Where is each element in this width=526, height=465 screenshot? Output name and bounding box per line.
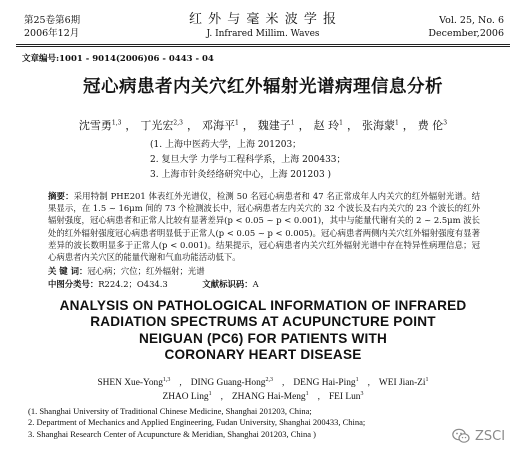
author-en-4	[379, 378, 429, 388]
affiliation-cn-2: 2. 复旦大学 力学与工程科学系，上海 200433；	[150, 155, 346, 165]
title-en-line-2: RADIATION SPECTRUMS AT ACUPUNCTURE POINT	[90, 314, 436, 330]
header-volume: 第25卷第6期	[24, 15, 81, 26]
author-affiliation-mark: 1	[394, 119, 399, 127]
abstract-label: 摘要：	[48, 191, 74, 201]
doc-code-label: 文献标识码：	[202, 279, 253, 289]
title-en-line-4: CORONARY HEART DISEASE	[164, 347, 362, 363]
affiliation-en-3: 3. Shanghai Research Center of Acupuncture & Meridian, Shanghai 201203, China )	[28, 428, 316, 439]
author-en-b-3	[329, 392, 364, 402]
affiliations-cn	[150, 138, 346, 183]
author-cn-3	[202, 119, 239, 132]
author-line-en-1	[0, 376, 526, 390]
header-date: 2006年12月	[24, 28, 80, 39]
author-affiliation-mark: 2,3	[265, 376, 273, 383]
title-cn: 冠心病患者内关穴红外辐射光谱病理信息分析	[83, 77, 443, 97]
author-name: WEI Jian-Zi	[378, 378, 426, 388]
author-affiliation-mark: 1	[305, 390, 309, 397]
author-separator: ，	[186, 119, 198, 132]
title-en-line-3: NEIGUAN (PC6) FOR PATIENTS WITH	[138, 330, 388, 346]
author-affiliation-mark: 1	[290, 119, 295, 127]
author-list-cn	[0, 117, 526, 133]
keywords-label: 关 键 词：	[48, 266, 88, 276]
author-list-en	[0, 376, 526, 404]
abstract-text: 采用特制 PHE201 体表红外光谱仪，检测 50 名冠心病患者和 47 名正常成年人内关穴的红外辐射光谱。结果显示，在 1.5 ~ 16μm 间的 73 个检测波长中，冠心病患者左内关穴的 32 个波长及右内关穴的 23 个波长的红外辐射强度，冠心病患者和正常人比较有显著差异(p < 0.05 ~ p < 0.001)，其中与能量代谢有关的 2 ~ 2.5μm 波长处的红外辐射强度冠心病患者明显低于正常人(p < 0.05 ~ p < 0.005)。冠心病患者两侧内关穴红外辐射强度有显著差异的波长数明显多于正常人(p < 0.001)。结果提示，冠心病患者内关穴红外辐射光谱中存在特异性病理信息；冠心病患者内关穴区的能量代谢和气血功能活动低下。	[48, 191, 481, 263]
author-separator: ,	[317, 392, 320, 402]
author-en-b-2	[232, 392, 309, 402]
author-affiliation-mark: 1	[339, 119, 343, 127]
header-volume-en	[428, 14, 504, 40]
author-en-2	[191, 378, 273, 388]
abstract-cn	[48, 190, 480, 263]
author-cn-4	[258, 119, 295, 132]
author-separator: ,	[367, 378, 370, 388]
header-date-en: December,2006	[428, 28, 504, 39]
author-affiliation-mark: 1	[425, 376, 429, 383]
author-en-1	[97, 378, 170, 388]
author-affiliation-mark: 3	[443, 119, 448, 127]
author-cn-1	[79, 119, 122, 132]
author-separator: ，	[298, 119, 310, 132]
affiliations-en	[28, 406, 365, 440]
author-line-en-2	[0, 390, 526, 404]
author-name: 费 伦	[417, 119, 444, 132]
wechat-icon	[452, 428, 470, 444]
author-en-b-1	[163, 392, 212, 402]
author-en-3	[293, 378, 358, 388]
journal-name-en: J. Infrared Millim. Waves	[206, 29, 320, 39]
author-cn-5	[314, 119, 343, 132]
watermark	[452, 428, 505, 444]
author-name: DING Guang-Hong	[190, 378, 266, 388]
author-affiliation-mark: 1,3	[111, 119, 122, 127]
journal-name-cn: 红 外 与 毫 米 波 学 报	[189, 12, 337, 27]
author-name: SHEN Xue-Yong	[97, 378, 163, 388]
clc-label: 中图分类号：	[48, 279, 99, 289]
author-separator: ，	[346, 119, 358, 132]
author-name: FEI Lun	[328, 392, 361, 402]
affiliation-cn-3: 3. 上海市针灸经络研究中心，上海 201203 )	[150, 170, 332, 180]
title-en-line-1: ANALYSIS ON PATHOLOGICAL INFORMATION OF INFRARED	[59, 298, 467, 313]
author-separator: ，	[242, 119, 254, 132]
header-rule-thin	[16, 46, 510, 47]
title-en	[0, 298, 526, 364]
author-name: 赵 玲	[313, 119, 340, 132]
author-separator: ,	[179, 378, 182, 388]
doc-code-value: A	[252, 279, 259, 289]
affiliation-en-1: (1. Shanghai University of Traditional Chinese Medicine, Shanghai 201203, China;	[28, 406, 312, 416]
author-affiliation-mark: 1,3	[162, 376, 171, 383]
author-name: 张海蒙	[361, 119, 395, 132]
author-name: 魏建子	[257, 119, 291, 132]
author-affiliation-mark: 1	[355, 376, 359, 383]
author-separator: ，	[125, 119, 137, 132]
author-name: ZHAO Ling	[162, 392, 209, 402]
author-affiliation-mark: 1	[234, 119, 239, 127]
affiliation-en-2: 2. Department of Mechanics and Applied Engineering, Fudan University, Shanghai 200433, China;	[28, 417, 366, 428]
article-id: 文章编号:1001 - 9014(2006)06 - 0443 - 04	[22, 54, 214, 64]
author-separator: ,	[282, 378, 285, 388]
watermark-text: ZSCI	[475, 428, 506, 444]
author-cn-7	[418, 119, 447, 132]
author-separator: ,	[220, 392, 223, 402]
author-affiliation-mark: 2,3	[173, 119, 183, 127]
affiliation-cn-1: (1. 上海中医药大学，上海 201203；	[150, 140, 302, 150]
author-affiliation-mark: 3	[360, 390, 364, 397]
author-affiliation-mark: 1	[208, 390, 212, 397]
author-name: 丁光宏	[140, 119, 174, 132]
header-rule	[16, 44, 510, 45]
author-name: DENG Hai-Ping	[293, 378, 356, 388]
keywords-cn	[48, 265, 205, 277]
author-name: ZHANG Hai-Meng	[231, 392, 306, 402]
keywords-text: 冠心病；穴位；红外辐射；光谱	[87, 266, 205, 276]
author-name: 邓海平	[201, 119, 235, 132]
author-name: 沈雪勇	[78, 119, 112, 132]
author-cn-6	[362, 119, 399, 132]
author-separator: ，	[402, 119, 414, 132]
classification-cn	[48, 278, 291, 290]
author-cn-2	[140, 119, 183, 132]
header-volume-en-text: Vol. 25, No. 6	[439, 15, 504, 26]
clc-value: R224.2；O434.3	[98, 279, 168, 289]
